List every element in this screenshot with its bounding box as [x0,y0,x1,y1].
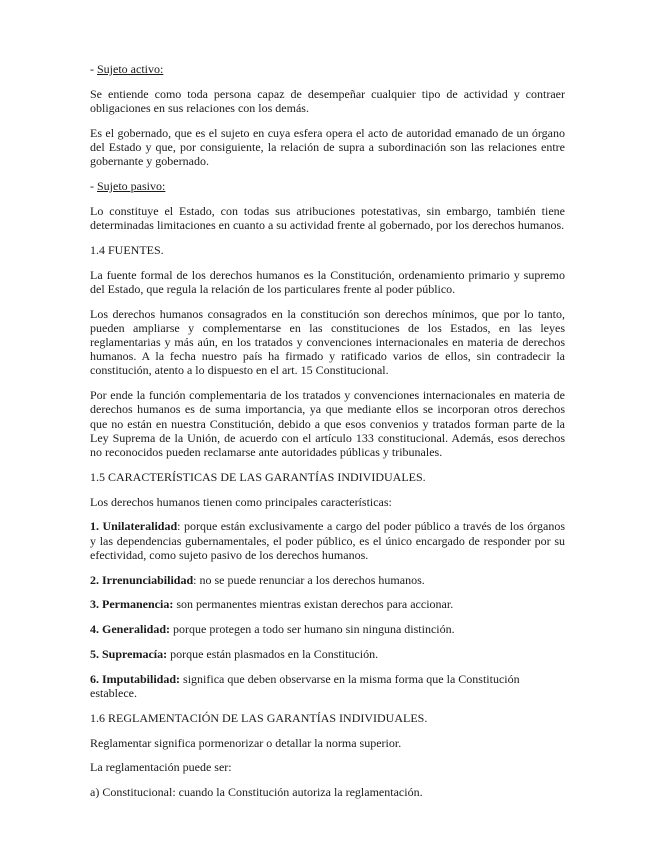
item-term: 6. Imputabilidad: [90,671,181,686]
sujeto-activo-heading [90,62,565,76]
paragraph-sujeto-pasivo-definition: Lo constituye el Estado, con todas sus atribuciones potestativas, sin embargo, también tiene determinadas limitaciones en cuanto a su actividad frente al gobernado, por los derechos humanos. [90,203,565,232]
paragraph-reglamentacion-tipos: La reglamentación puede ser: [90,760,232,775]
paragraph-sujeto-activo-definition: Se entiende como toda persona capaz de desempeñar cualquier tipo de actividad y contraer obligaciones en sus relaciones con los demás. [90,86,565,115]
item-term: 1. Unilateralidad [90,519,178,534]
item-term: 2. Irrenunciabilidad [90,572,194,587]
sujeto-activo-label: Sujeto activo: [97,62,164,76]
item-text: porque están plasmados en la Constitución. [167,647,379,661]
list-item-generalidad [90,622,565,636]
document-page [90,62,565,810]
item-term: 5. Supremacía: [90,647,168,661]
paragraph-caracteristicas-intro: Los derechos humanos tienen como principales características: [90,494,392,509]
item-text: son permanentes mientras existan derechos para accionar. [173,597,454,612]
paragraph-derechos-consagrados: Los derechos humanos consagrados en la constitución son derechos mínimos, que por lo tanto, pueden ampliarse y complementarse en las constituciones de los Estados, en las leyes reglamentarias y más aún, en los tratados y convenciones internacionales en materia de derechos humanos. A la fecha nuestro país ha firmado y ratificado varios de ellos, sin contradecir la constitución, atento a lo dispuesto en el art. 15 Constitucional. [90,306,565,378]
item-text: porque protegen a todo ser humano sin ninguna distinción. [170,622,455,637]
paragraph-fuente-formal: La fuente formal de los derechos humanos es la Constitución, ordenamiento primario y supremo del Estado, que regula la relación de los particulares frente al poder público. [90,267,565,296]
item-text: : no se puede renunciar a los derechos humanos. [193,572,425,587]
section-heading-caracteristicas: 1.5 CARACTERÍSTICAS DE LAS GARANTÍAS INDIVIDUALES. [90,469,426,484]
list-item-permanencia [90,597,565,611]
paragraph-reglamentar-definicion: Reglamentar significa pormenorizar o detallar la norma superior. [90,735,402,750]
section-heading-reglamentacion: 1.6 REGLAMENTACIÓN DE LAS GARANTÍAS INDIVIDUALES. [90,710,428,725]
list-item-imputabilidad [90,672,565,700]
item-text: : porque están exclusivamente a cargo del poder público a través de los órganos y las dependencias gubernamentales, el poder público, es el único encargado de responder por su efectividad, como sujeto pasivo de los derechos humanos. [90,519,565,562]
paragraph-funcion-complementaria: Por ende la función complementaria de los tratados y convenciones internacionales en materia de derechos humanos es de suma importancia, ya que mediante ellos se incorporan otros derechos que no están en nuestra Constitución, debido a que esos convenios y tratados forman parte de la Ley Suprema de la Unión, de acuerdo con el artículo 133 constitucional. Además, esos derechos no reconocidos pueden reclamarse ante autoridades públicas y tribunales. [90,388,565,460]
paragraph-gobernado: Es el gobernado, que es el sujeto en cuya esfera opera el acto de autoridad emanado de un órgano del Estado y que, por consiguiente, la relación de supra a subordinación son las relaciones entre gobernante y gobernado. [90,125,565,169]
list-item-unilateralidad [90,519,565,562]
item-term: 3. Permanencia: [90,597,174,612]
sujeto-pasivo-heading [90,179,565,193]
item-text: significa que deben observarse en la misma forma que la Constitución establece. [90,671,520,700]
sujeto-pasivo-label: Sujeto pasivo: [97,179,166,193]
item-term: 4. Generalidad: [90,622,170,637]
section-heading-fuentes: 1.4 FUENTES. [90,242,164,257]
list-item-supremacia [90,647,565,661]
list-item-irrenunciabilidad [90,573,565,587]
heading-prefix: - [90,179,97,193]
heading-prefix: - [90,62,97,76]
paragraph-reglamentacion-constitucional: a) Constitucional: cuando la Constitución autoriza la reglamentación. [90,785,423,800]
